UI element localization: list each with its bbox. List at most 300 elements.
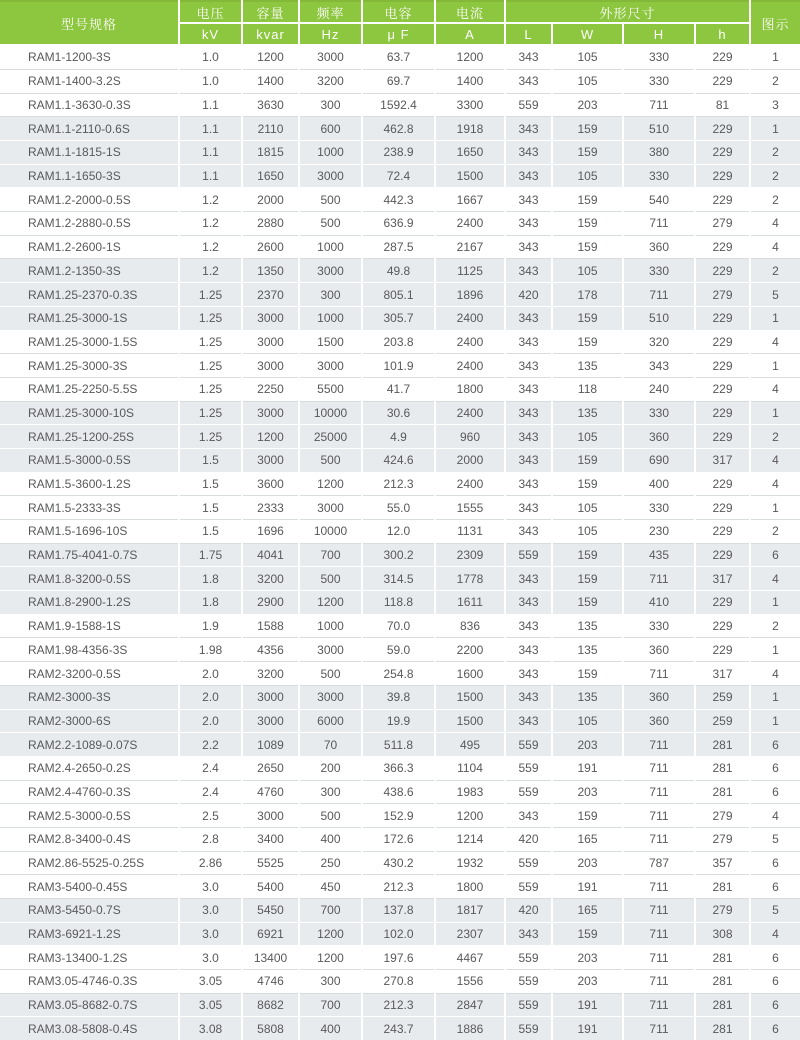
model-cell: RAM1.5-3600-1.2S [28, 477, 131, 491]
frequency-hz-cell: 1000 [299, 235, 362, 259]
model-cell: RAM3-5400-0.45S [28, 879, 128, 894]
current-a-cell: 2167 [435, 235, 505, 259]
frequency-hz-cell: 25000 [299, 425, 362, 449]
frequency-hz-cell: 500 [299, 212, 362, 236]
model-cell: RAM1.5-3000-0.5S [28, 453, 131, 468]
dim-w-cell: 159 [552, 662, 623, 686]
dim-h-cell: 230 [623, 520, 695, 544]
dim-h-cell: 360 [623, 235, 695, 259]
frequency-hz-cell: 10000 [299, 520, 362, 544]
model-cell: RAM1.75-4041-0.7S [28, 548, 138, 563]
dim-h-cell: 711 [623, 93, 695, 117]
figure-cell: 5 [750, 283, 800, 307]
dim-l-cell: 343 [505, 401, 552, 425]
current-a-cell: 1896 [435, 283, 505, 307]
frequency-hz-cell: 1500 [299, 330, 362, 354]
dim-l-cell: 559 [505, 93, 552, 117]
model-cell: RAM1.25-2370-0.3S [28, 287, 138, 302]
dim-w-cell: 203 [552, 970, 623, 994]
dim-h-small-cell: 259 [695, 685, 750, 709]
dim-l-cell: 343 [505, 614, 552, 638]
frequency-hz-cell: 700 [299, 993, 362, 1017]
capacity-kvar-cell: 3600 [242, 472, 299, 496]
figure-cell: 5 [750, 899, 800, 923]
current-a-cell: 1556 [435, 970, 505, 994]
model-cell: RAM1-1200-3S [28, 50, 111, 65]
capacity-kvar-cell: 2600 [242, 235, 299, 259]
capacitance-uf-cell: 30.6 [362, 401, 435, 425]
voltage-kv-cell: 3.0 [179, 922, 242, 946]
dim-h-small-cell: 281 [695, 756, 750, 780]
figure-cell: 1 [750, 401, 800, 425]
header-dim-h-small: h [695, 23, 750, 45]
dim-h-cell: 320 [623, 330, 695, 354]
dim-w-cell: 159 [552, 567, 623, 591]
capacitance-uf-cell: 19.9 [362, 709, 435, 733]
figure-cell: 4 [750, 472, 800, 496]
figure-cell: 4 [750, 922, 800, 946]
frequency-hz-cell: 6000 [299, 709, 362, 733]
dim-h-cell: 360 [623, 685, 695, 709]
table-row [0, 117, 800, 141]
capacitance-uf-cell: 805.1 [362, 283, 435, 307]
dim-h-small-cell: 308 [695, 922, 750, 946]
dim-w-cell: 159 [552, 141, 623, 165]
dim-l-cell: 343 [505, 164, 552, 188]
dim-w-cell: 135 [552, 614, 623, 638]
current-a-cell: 1817 [435, 899, 505, 923]
current-a-cell: 2400 [435, 401, 505, 425]
capacitance-uf-cell: 172.6 [362, 827, 435, 851]
voltage-kv-cell: 2.86 [179, 851, 242, 875]
table-body [0, 45, 800, 1040]
dim-w-cell: 135 [552, 354, 623, 378]
capacity-kvar-cell: 2370 [242, 283, 299, 307]
dim-h-cell: 711 [623, 827, 695, 851]
figure-cell: 4 [750, 330, 800, 354]
model-cell: RAM3-5450-0.7S [28, 903, 121, 918]
frequency-hz-cell: 250 [299, 851, 362, 875]
dim-h-cell: 330 [623, 164, 695, 188]
dim-w-cell: 191 [552, 756, 623, 780]
current-a-cell: 1600 [435, 662, 505, 686]
dim-l-cell: 343 [505, 638, 552, 662]
voltage-kv-cell: 1.0 [179, 45, 242, 69]
voltage-kv-cell: 1.8 [179, 567, 242, 591]
dim-w-cell: 159 [552, 330, 623, 354]
capacitance-uf-cell: 1592.4 [362, 93, 435, 117]
dim-l-cell: 343 [505, 567, 552, 591]
voltage-kv-cell: 2.0 [179, 662, 242, 686]
frequency-hz-cell: 200 [299, 756, 362, 780]
table-row [0, 330, 800, 354]
figure-cell: 1 [750, 709, 800, 733]
dim-l-cell: 343 [505, 117, 552, 141]
dim-h-small-cell: 281 [695, 946, 750, 970]
dim-l-cell: 343 [505, 520, 552, 544]
table-row [0, 212, 800, 236]
table-row [0, 851, 800, 875]
capacity-kvar-cell: 1400 [242, 69, 299, 93]
capacitance-uf-cell: 212.3 [362, 875, 435, 899]
figure-cell: 6 [750, 733, 800, 757]
dim-w-cell: 203 [552, 733, 623, 757]
figure-cell: 2 [750, 425, 800, 449]
voltage-kv-cell: 1.5 [179, 496, 242, 520]
frequency-hz-cell: 1000 [299, 141, 362, 165]
dim-h-small-cell: 229 [695, 354, 750, 378]
current-a-cell: 3300 [435, 93, 505, 117]
dim-h-small-cell: 229 [695, 496, 750, 520]
dim-h-small-cell: 229 [695, 69, 750, 93]
frequency-hz-cell: 1200 [299, 922, 362, 946]
dim-w-cell: 191 [552, 993, 623, 1017]
model-cell: RAM1.25-3000-10S [28, 405, 135, 420]
table-row [0, 780, 800, 804]
table-row [0, 1017, 800, 1040]
table-row [0, 520, 800, 544]
capacity-kvar-cell: 1089 [242, 733, 299, 757]
capacity-kvar-cell: 2900 [242, 591, 299, 615]
figure-cell: 2 [750, 520, 800, 544]
capacity-kvar-cell: 3000 [242, 804, 299, 828]
dim-h-cell: 540 [623, 188, 695, 212]
dim-h-small-cell: 229 [695, 425, 750, 449]
capacity-kvar-cell: 5808 [242, 1017, 299, 1040]
dim-h-small-cell: 229 [695, 306, 750, 330]
capacitance-uf-cell: 12.0 [362, 520, 435, 544]
figure-cell: 2 [750, 259, 800, 283]
current-a-cell: 1983 [435, 780, 505, 804]
frequency-hz-cell: 3000 [299, 685, 362, 709]
capacity-kvar-cell: 4356 [242, 638, 299, 662]
header-dim-l: L [505, 23, 552, 45]
dim-h-cell: 330 [623, 69, 695, 93]
dim-h-small-cell: 229 [695, 614, 750, 638]
table-row [0, 899, 800, 923]
table-row [0, 235, 800, 259]
dim-w-cell: 159 [552, 472, 623, 496]
dim-l-cell: 343 [505, 306, 552, 330]
dim-w-cell: 105 [552, 425, 623, 449]
capacitance-uf-cell: 70.0 [362, 614, 435, 638]
dim-l-cell: 343 [505, 235, 552, 259]
capacitance-uf-cell: 101.9 [362, 354, 435, 378]
dim-l-cell: 559 [505, 970, 552, 994]
frequency-hz-cell: 1000 [299, 306, 362, 330]
dim-h-cell: 711 [623, 756, 695, 780]
dim-l-cell: 559 [505, 733, 552, 757]
figure-cell: 6 [750, 780, 800, 804]
table-row [0, 69, 800, 93]
current-a-cell: 2200 [435, 638, 505, 662]
table-row [0, 377, 800, 401]
current-a-cell: 1886 [435, 1017, 505, 1040]
frequency-hz-cell: 300 [299, 780, 362, 804]
frequency-hz-cell: 3000 [299, 259, 362, 283]
dim-h-cell: 435 [623, 543, 695, 567]
table-row [0, 567, 800, 591]
figure-cell: 5 [750, 827, 800, 851]
capacity-kvar-cell: 4746 [242, 970, 299, 994]
capacity-kvar-cell: 6921 [242, 922, 299, 946]
table-row [0, 875, 800, 899]
model-cell: RAM1.1-2110-0.6S [28, 121, 130, 136]
dim-w-cell: 105 [552, 496, 623, 520]
capacitance-uf-cell: 212.3 [362, 472, 435, 496]
model-cell: RAM3-13400-1.2S [28, 950, 128, 965]
capacity-kvar-cell: 3000 [242, 448, 299, 472]
dim-h-cell: 690 [623, 448, 695, 472]
frequency-hz-cell: 500 [299, 567, 362, 591]
capacitance-uf-cell: 41.7 [362, 377, 435, 401]
dim-l-cell: 420 [505, 283, 552, 307]
current-a-cell: 1400 [435, 69, 505, 93]
capacitance-uf-cell: 511.8 [362, 733, 435, 757]
table-row [0, 662, 800, 686]
dim-w-cell: 118 [552, 377, 623, 401]
capacity-kvar-cell: 3000 [242, 401, 299, 425]
model-cell: RAM1.25-3000-3S [28, 358, 128, 373]
dim-h-small-cell: 279 [695, 212, 750, 236]
model-cell: RAM2.5-3000-0.5S [28, 808, 131, 823]
model-cell: RAM2-3200-0.5S [28, 666, 121, 681]
header-frequency: 频率 [299, 1, 362, 23]
header-voltage-unit: kV [179, 23, 242, 45]
model-cell: RAM2.4-4760-0.3S [28, 784, 131, 799]
dim-w-cell: 191 [552, 875, 623, 899]
capacity-kvar-cell: 3200 [242, 567, 299, 591]
dim-h-cell: 510 [623, 306, 695, 330]
dim-h-cell: 787 [623, 851, 695, 875]
dim-h-small-cell: 281 [695, 993, 750, 1017]
dim-h-cell: 400 [623, 472, 695, 496]
capacitance-uf-cell: 636.9 [362, 212, 435, 236]
model-cell: RAM3.05-8682-0.7S [28, 998, 138, 1013]
dim-w-cell: 203 [552, 93, 623, 117]
current-a-cell: 1650 [435, 141, 505, 165]
dim-l-cell: 343 [505, 45, 552, 69]
voltage-kv-cell: 3.05 [179, 970, 242, 994]
table-row [0, 141, 800, 165]
model-cell: RAM1.8-2900-1.2S [28, 595, 131, 610]
capacity-kvar-cell: 4760 [242, 780, 299, 804]
capacity-kvar-cell: 3000 [242, 685, 299, 709]
dim-l-cell: 559 [505, 1017, 552, 1040]
capacity-kvar-cell: 13400 [242, 946, 299, 970]
dim-h-small-cell: 279 [695, 283, 750, 307]
dim-h-cell: 360 [623, 638, 695, 662]
dim-h-small-cell: 229 [695, 164, 750, 188]
figure-cell: 6 [750, 851, 800, 875]
capacitance-uf-cell: 212.3 [362, 993, 435, 1017]
header-current: 电流 [435, 1, 505, 23]
capacity-kvar-cell: 2000 [242, 188, 299, 212]
dim-w-cell: 191 [552, 1017, 623, 1040]
dim-h-small-cell: 229 [695, 117, 750, 141]
dim-l-cell: 420 [505, 827, 552, 851]
capacity-kvar-cell: 3000 [242, 354, 299, 378]
dim-w-cell: 105 [552, 69, 623, 93]
current-a-cell: 2307 [435, 922, 505, 946]
current-a-cell: 1200 [435, 804, 505, 828]
model-cell: RAM1.2-1350-3S [28, 263, 121, 278]
capacity-kvar-cell: 1696 [242, 520, 299, 544]
dim-h-cell: 380 [623, 141, 695, 165]
table-row [0, 946, 800, 970]
frequency-hz-cell: 600 [299, 117, 362, 141]
figure-cell: 6 [750, 993, 800, 1017]
model-cell: RAM2-3000-6S [28, 713, 111, 728]
current-a-cell: 1500 [435, 164, 505, 188]
table-row [0, 472, 800, 496]
voltage-kv-cell: 2.0 [179, 709, 242, 733]
capacitance-uf-cell: 300.2 [362, 543, 435, 567]
table-row [0, 425, 800, 449]
capacitance-uf-cell: 366.3 [362, 756, 435, 780]
dim-w-cell: 159 [552, 235, 623, 259]
frequency-hz-cell: 500 [299, 188, 362, 212]
dim-w-cell: 159 [552, 306, 623, 330]
dim-l-cell: 343 [505, 709, 552, 733]
table-row [0, 93, 800, 117]
dim-h-cell: 711 [623, 993, 695, 1017]
figure-cell: 1 [750, 496, 800, 520]
model-cell: RAM2.4-2650-0.2S [28, 761, 131, 776]
dim-w-cell: 105 [552, 259, 623, 283]
dim-l-cell: 343 [505, 922, 552, 946]
current-a-cell: 1800 [435, 875, 505, 899]
dim-h-small-cell: 229 [695, 520, 750, 544]
table-row [0, 188, 800, 212]
dim-h-small-cell: 229 [695, 141, 750, 165]
dim-h-small-cell: 229 [695, 259, 750, 283]
voltage-kv-cell: 3.08 [179, 1017, 242, 1040]
voltage-kv-cell: 1.25 [179, 401, 242, 425]
dim-l-cell: 343 [505, 448, 552, 472]
current-a-cell: 2000 [435, 448, 505, 472]
model-cell: RAM1.1-3630-0.3S [28, 98, 131, 112]
capacitance-uf-cell: 243.7 [362, 1017, 435, 1040]
dim-w-cell: 159 [552, 543, 623, 567]
voltage-kv-cell: 1.1 [179, 117, 242, 141]
model-cell: RAM3-6921-1.2S [28, 927, 121, 942]
dim-l-cell: 559 [505, 780, 552, 804]
table-row [0, 45, 800, 69]
dim-h-cell: 330 [623, 614, 695, 638]
figure-cell: 3 [750, 93, 800, 117]
table-row [0, 709, 800, 733]
figure-cell: 4 [750, 212, 800, 236]
frequency-hz-cell: 70 [299, 733, 362, 757]
dim-h-cell: 711 [623, 970, 695, 994]
figure-cell: 4 [750, 804, 800, 828]
voltage-kv-cell: 1.2 [179, 212, 242, 236]
capacitance-uf-cell: 137.8 [362, 899, 435, 923]
frequency-hz-cell: 3000 [299, 638, 362, 662]
capacity-kvar-cell: 3200 [242, 662, 299, 686]
table-row [0, 354, 800, 378]
frequency-hz-cell: 500 [299, 804, 362, 828]
model-cell: RAM1-1400-3.2S [28, 74, 121, 89]
dim-w-cell: 159 [552, 188, 623, 212]
dim-h-cell: 360 [623, 709, 695, 733]
capacity-kvar-cell: 5450 [242, 899, 299, 923]
dim-h-cell: 330 [623, 496, 695, 520]
table-row [0, 685, 800, 709]
figure-cell: 1 [750, 591, 800, 615]
figure-cell: 6 [750, 543, 800, 567]
voltage-kv-cell: 1.9 [179, 614, 242, 638]
capacity-kvar-cell: 3000 [242, 709, 299, 733]
figure-cell: 4 [750, 377, 800, 401]
dim-h-small-cell: 279 [695, 899, 750, 923]
model-cell: RAM1.98-4356-3S [28, 642, 128, 657]
table-header [0, 1, 800, 45]
dim-h-small-cell: 229 [695, 591, 750, 615]
frequency-hz-cell: 1200 [299, 946, 362, 970]
dim-h-cell: 410 [623, 591, 695, 615]
current-a-cell: 2400 [435, 330, 505, 354]
dim-w-cell: 159 [552, 117, 623, 141]
voltage-kv-cell: 1.2 [179, 188, 242, 212]
dim-h-cell: 711 [623, 567, 695, 591]
dim-h-cell: 330 [623, 259, 695, 283]
current-a-cell: 2309 [435, 543, 505, 567]
current-a-cell: 495 [435, 733, 505, 757]
model-cell: RAM1.9-1588-1S [28, 619, 121, 634]
dim-h-cell: 330 [623, 401, 695, 425]
table-row [0, 993, 800, 1017]
capacity-kvar-cell: 2650 [242, 756, 299, 780]
current-a-cell: 2400 [435, 354, 505, 378]
capacitance-uf-cell: 287.5 [362, 235, 435, 259]
dim-w-cell: 159 [552, 804, 623, 828]
figure-cell: 6 [750, 970, 800, 994]
voltage-kv-cell: 1.25 [179, 354, 242, 378]
dim-h-small-cell: 279 [695, 804, 750, 828]
voltage-kv-cell: 1.98 [179, 638, 242, 662]
capacitance-uf-cell: 314.5 [362, 567, 435, 591]
voltage-kv-cell: 1.0 [179, 69, 242, 93]
frequency-hz-cell: 400 [299, 1017, 362, 1040]
header-current-unit: A [435, 23, 505, 45]
header-dim-w: W [552, 23, 623, 45]
dim-w-cell: 135 [552, 685, 623, 709]
dim-h-small-cell: 281 [695, 875, 750, 899]
capacitance-uf-cell: 424.6 [362, 448, 435, 472]
figure-cell: 2 [750, 141, 800, 165]
capacitance-uf-cell: 254.8 [362, 662, 435, 686]
model-cell: RAM3.08-5808-0.4S [28, 1021, 138, 1036]
capacitance-uf-cell: 72.4 [362, 164, 435, 188]
capacity-kvar-cell: 3400 [242, 827, 299, 851]
current-a-cell: 2847 [435, 993, 505, 1017]
frequency-hz-cell: 1200 [299, 591, 362, 615]
current-a-cell: 1918 [435, 117, 505, 141]
capacitance-uf-cell: 39.8 [362, 685, 435, 709]
dim-h-cell: 330 [623, 45, 695, 69]
frequency-hz-cell: 300 [299, 93, 362, 117]
model-cell: RAM1.25-3000-1S [28, 311, 128, 326]
voltage-kv-cell: 1.1 [179, 164, 242, 188]
capacitance-uf-cell: 270.8 [362, 970, 435, 994]
dim-h-cell: 711 [623, 922, 695, 946]
table-row [0, 283, 800, 307]
dim-l-cell: 559 [505, 851, 552, 875]
voltage-kv-cell: 1.25 [179, 330, 242, 354]
capacitance-uf-cell: 59.0 [362, 638, 435, 662]
